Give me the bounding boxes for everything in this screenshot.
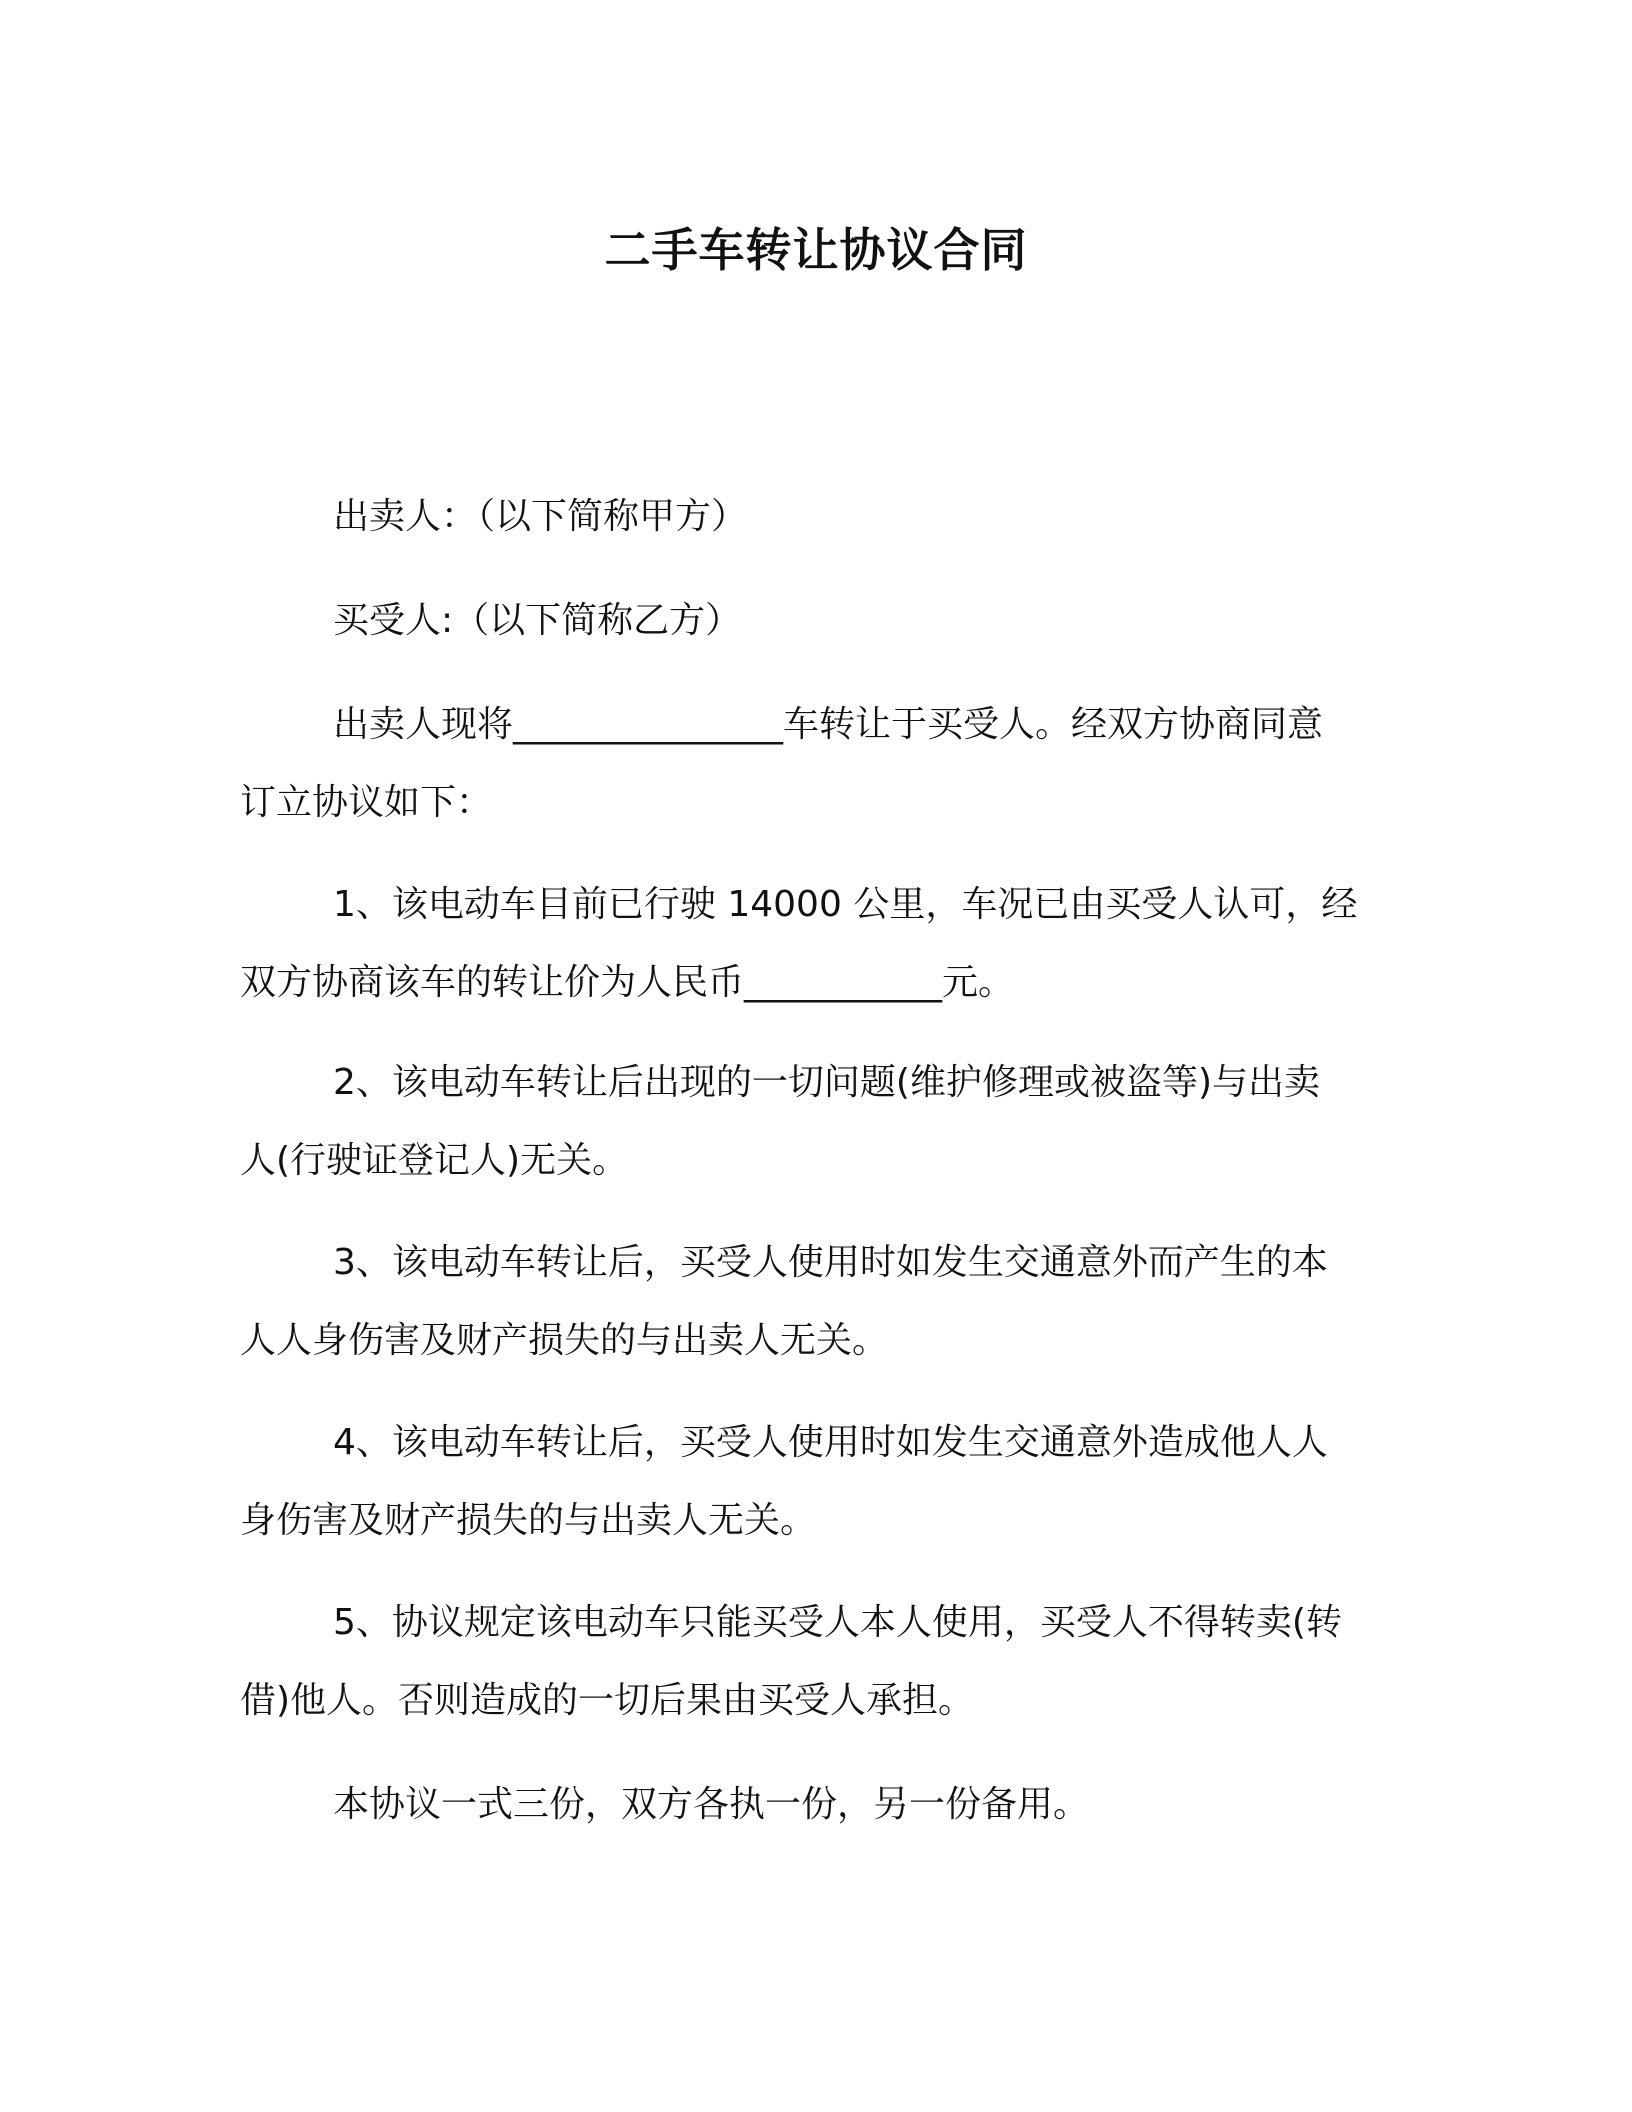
closing-line: 本协议一式三份，双方各执一份，另一份备用。 [333,1784,1090,1825]
document-title: 二手车转让协议合同 [604,223,1028,277]
clause-2-line-2: 人(行驶证登记人)无关。 [240,1140,629,1181]
clause-4-line-1: 4、该电动车转让后，买受人使用时如发生交通意外造成他人人 [333,1422,1328,1463]
clause-1-line-2: 双方协商该车的转让价为人民币___________元。 [240,962,1015,1003]
intro-paragraph-line-1: 出卖人现将_______________车转让于买受人。经双方协商同意 [333,704,1324,745]
clause-1-line-1: 1、该电动车目前已行驶 14000 公里，车况已由买受人认可，经 [333,884,1358,925]
clause-3-line-2: 人人身伤害及财产损失的与出卖人无关。 [240,1320,889,1361]
intro-paragraph-line-2: 订立协议如下： [240,782,493,823]
clause-3-line-1: 3、该电动车转让后，买受人使用时如发生交通意外而产生的本 [333,1242,1328,1283]
clause-5-line-2: 借)他人。否则造成的一切后果由买受人承担。 [240,1680,975,1721]
clause-2-line-1: 2、该电动车转让后出现的一切问题(维护修理或被盗等)与出卖 [333,1062,1320,1103]
seller-line: 出卖人：（以下简称甲方） [333,496,748,537]
buyer-line: 买受人:（以下简称乙方） [333,600,742,641]
clause-5-line-1: 5、协议规定该电动车只能买受人本人使用，买受人不得转卖(转 [333,1602,1342,1643]
clause-4-line-2: 身伤害及财产损失的与出卖人无关。 [240,1500,817,1541]
